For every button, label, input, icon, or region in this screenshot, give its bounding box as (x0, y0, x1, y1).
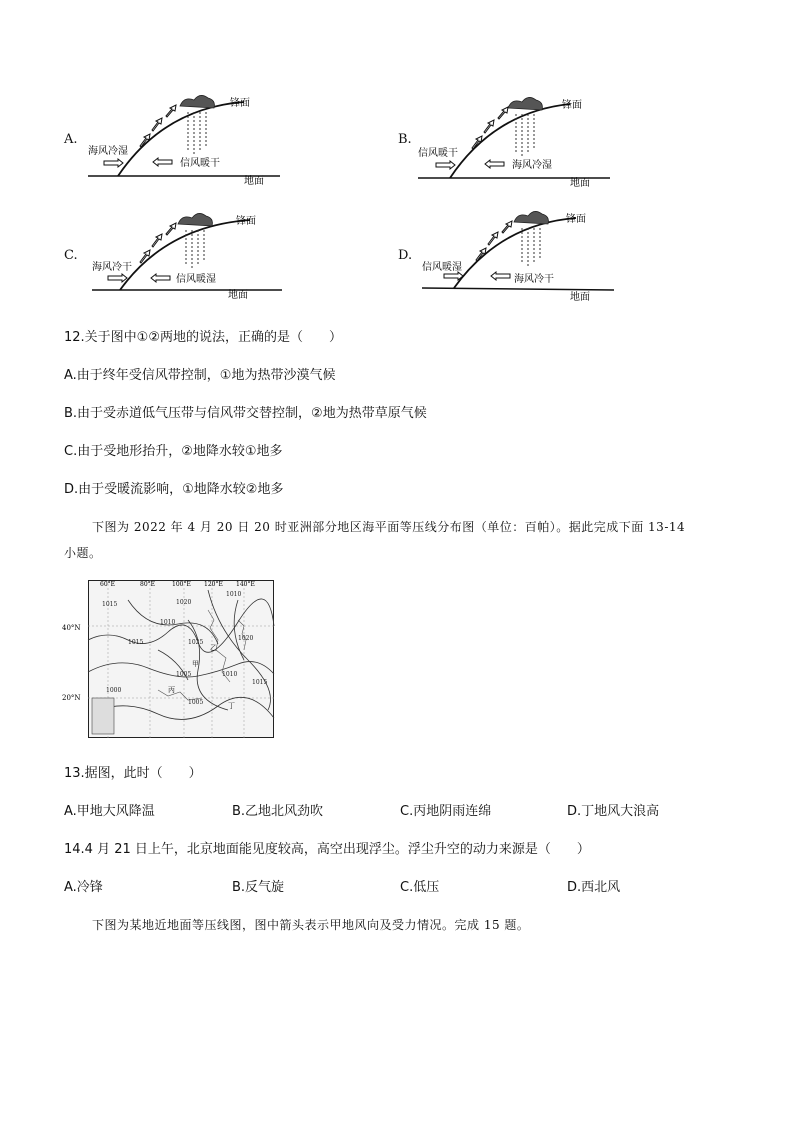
isobar-label: 1025 (188, 639, 204, 646)
intro-13-14-line1: 下图为 2022 年 4 月 20 日 20 时亚洲部分地区海平面等压线分布图（单位：百帕）。据此完成下面 13-14 (92, 520, 686, 534)
place-label-jia: 甲 (192, 660, 199, 668)
front-diagram-a (84, 88, 284, 188)
lat-label-20n: 20°N (62, 694, 81, 702)
front-label: 锋面 (562, 100, 582, 111)
front-diagram-b (414, 92, 614, 192)
q12-option-b[interactable]: B.由于受赤道低气压带与信风带交替控制，②地为热带草原气候 (64, 406, 427, 421)
isobar-label: 1000 (106, 687, 122, 694)
isobar-label: 1010 (226, 591, 242, 598)
front-diagram-d (418, 204, 618, 304)
q13-option-b[interactable]: B.乙地北风劲吹 (232, 804, 324, 819)
q12-option-a[interactable]: A.由于终年受信风带控制，①地为热带沙漠气候 (64, 368, 336, 383)
lon-label-80e: 80°E (140, 581, 156, 588)
lon-label-100e: 100°E (172, 581, 191, 588)
right-wind-label: 海风冷湿 (512, 160, 552, 171)
place-label-bing: 丙 (168, 686, 175, 694)
ground-label: 地面 (570, 292, 590, 303)
q13-option-c[interactable]: C.丙地阴雨连绵 (400, 804, 492, 819)
isobar-label: 1005 (188, 699, 204, 706)
isobar-label: 1010 (160, 619, 176, 626)
ground-label: 地面 (244, 176, 264, 187)
q14-option-b[interactable]: B.反气旋 (232, 880, 285, 895)
isobar-label: 1015 (102, 601, 118, 608)
right-wind-label: 海风冷干 (514, 274, 554, 285)
right-wind-label: 信风暖湿 (176, 274, 216, 285)
q12-option-d[interactable]: D.由于受暖流影响，①地降水较②地多 (64, 482, 284, 497)
q13-option-a[interactable]: A.甲地大风降温 (64, 804, 155, 819)
lon-label-120e: 120°E (204, 581, 223, 588)
q12-stem: 12.关于图中①②两地的说法，正确的是（ ） (64, 330, 342, 345)
option-letter-d: D. (398, 248, 413, 263)
left-wind-label: 信风暖湿 (422, 262, 462, 273)
option-letter-c: C. (64, 248, 78, 263)
q14-option-c[interactable]: C.低压 (400, 880, 440, 895)
intro-15: 下图为某地近地面等压线图，图中箭头表示甲地风向及受力情况。完成 15 题。 (92, 918, 530, 932)
isobar-map (62, 580, 274, 738)
place-label-ding: 丁 (228, 702, 235, 710)
isobar-label: 1020 (176, 599, 192, 606)
place-label-yi: 乙 (210, 644, 217, 652)
q12-option-c[interactable]: C.由于受地形抬升，②地降水较①地多 (64, 444, 283, 459)
q13-stem: 13.据图，此时（ ） (64, 766, 202, 781)
left-wind-label: 海风冷湿 (88, 146, 128, 157)
lon-label-60e: 60°E (100, 581, 116, 588)
front-label: 锋面 (566, 214, 586, 225)
isobar-label: 1020 (238, 635, 254, 642)
lon-label-140e: 140°E (236, 581, 255, 588)
ground-label: 地面 (570, 178, 590, 189)
option-letter-b: B. (398, 132, 412, 147)
q14-stem: 14.4 月 21 日上午，北京地面能见度较高，高空出现浮尘。浮尘升空的动力来源是（ ） (64, 842, 590, 857)
front-label: 锋面 (230, 98, 250, 109)
isobar-label: 1005 (176, 671, 192, 678)
isobar-label: 1015 (128, 639, 144, 646)
left-wind-label: 海风冷干 (92, 262, 132, 273)
ground-label: 地面 (228, 290, 248, 301)
q13-option-d[interactable]: D.丁地风大浪高 (567, 804, 660, 819)
lat-label-40n: 40°N (62, 624, 81, 632)
isobar-label: 1010 (222, 671, 238, 678)
q14-option-d[interactable]: D.西北风 (567, 880, 621, 895)
front-label: 锋面 (236, 216, 256, 227)
q14-option-a[interactable]: A.冷锋 (64, 880, 103, 895)
isobar-label: 1015 (252, 679, 268, 686)
left-wind-label: 信风暖干 (418, 148, 458, 159)
intro-13-14-line2: 小题。 (64, 546, 102, 560)
front-diagram-c (86, 206, 286, 306)
option-letter-a: A. (64, 132, 78, 147)
right-wind-label: 信风暖干 (180, 158, 220, 169)
